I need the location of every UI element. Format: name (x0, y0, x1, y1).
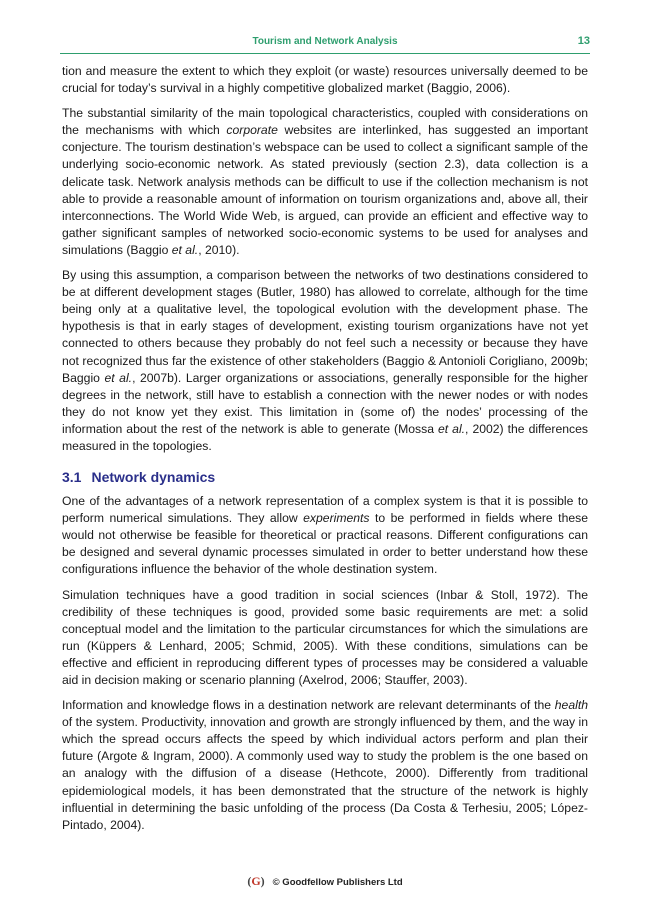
publisher-logo: (G) (247, 874, 265, 888)
paragraph-1: tion and measure the extent to which they exploit (or waste) resources universally deemed to be crucial for today’s survival in a highly competitive globalized market (Baggio, 2006). (62, 64, 588, 96)
paragraph-3: By using this assumption, a comparison between the networks of two destinations considered to be at different development stages (Butler, 1980) has allowed to correlate, although for the time being only at a qualitative level, the topological evolution with the development phase. The hypothesis is that in early stages of development, existing tourism organizations have not yet connected to others because they probably do not feel such a necessity or because they have not recognized thus far the existence of other stakeholders (Baggio & Antonioli Corigliano, 2009b; Baggio et al., 2007b). Larger organizations or associations, generally responsible for the higher degrees in the network, still have to establish a connection with the newer nodes or with nodes they do not know yet they exist. This limitation in (some of) the nodes’ processing of the information about the rest of the network is able to generate (Mossa et al., 2002) the differences measured in the topologies. (62, 268, 588, 453)
paragraph-5: Simulation techniques have a good tradition in social sciences (Inbar & Stoll, 1972). The credibility of these techniques is good, provided some basic requirements are met: a solid conceptual model and the limitation to the particular circumstances for which the simulations are run (Küppers & Lenhard, 2005; Schmid, 2005). With these conditions, simulations can be effective and efficient in reproducing different types of processes may be considered a valuable aid in decision making or scenario planning (Axelrod, 2006; Stauffer, 2003). (62, 587, 588, 687)
page-footer (0, 874, 650, 889)
section-number: 3.1 (62, 469, 82, 486)
header-rule (60, 53, 590, 54)
body-text (62, 63, 588, 842)
running-title: Tourism and Network Analysis (252, 36, 398, 47)
paragraph-2: The substantial similarity of the main topological characteristics, coupled with considerations on the mechanisms with which corporate websites are interlinked, has suggested an important conjecture. The tourism destination’s webspace can be used to collect a significant sample of the underlying socio-economic network. As stated previously (section 2.3), data collection is a delicate task. Network analysis methods can be difficult to use if the collection mechanism is not able to provide a reasonable amount of information on tourism organizations and, above all, their interconnections. The World Wide Web, is argued, can provide an efficient and effective way to gather significant samples of networked socio-economic systems to be used for analyses and simulations (Baggio et al., 2010). (62, 106, 588, 257)
copyright-text: © Goodfellow Publishers Ltd (272, 877, 403, 888)
paragraph-6: Information and knowledge flows in a destination network are relevant determinants of the health of the system. Productivity, innovation and growth are strongly influenced by them, and the way in which the spread occurs affects the speed by which individual actors perform and plan their future (Argote & Ingram, 2000). A commonly used way to study the problem is the one based on an analogy with the diffusion of a disease (Hethcote, 2000). Differently from traditional epidemiological models, it has been demonstrated that the structure of the network is highly influential in determining the basic unfolding of the process (Da Costa & Terhesiu, 2005; López-Pintado, 2004). (62, 698, 588, 832)
section-title: Network dynamics (91, 469, 216, 486)
page-number: 13 (577, 35, 590, 47)
paragraph-4: One of the advantages of a network representation of a complex system is that it is possible to perform numerical simulations. They allow experiments to be performed in fields where these would not otherwise be feasible for theoretical or practical reasons. Different configurations can be designed and several dynamic processes simulated in order to better understand how these configurations influence the behavior of the whole destination system. (62, 494, 588, 577)
section-heading (62, 469, 588, 485)
running-header (60, 34, 590, 52)
